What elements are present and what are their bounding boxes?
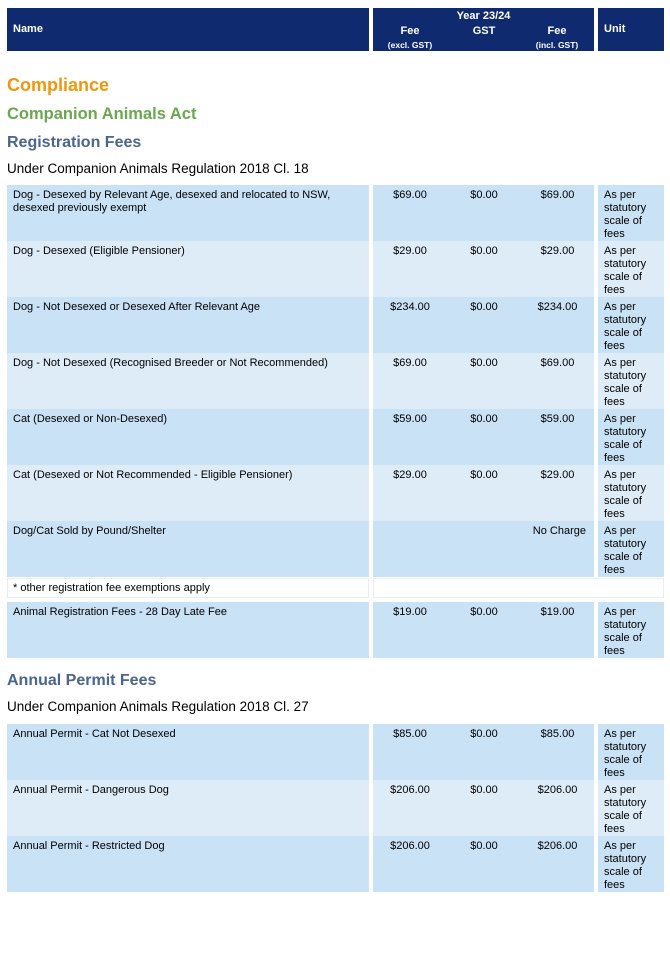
row-unit: As per statutory scale of fees: [598, 185, 664, 241]
row-unit: As per statutory scale of fees: [598, 724, 664, 780]
row-name: Dog - Desexed (Eligible Pensioner): [7, 241, 369, 297]
row-name: Dog - Desexed by Relevant Age, desexed and relocated to NSW, desexed previously exempt: [7, 185, 369, 241]
row-unit: As per statutory scale of fees: [598, 465, 664, 521]
header-name-label: Name: [13, 23, 43, 35]
row-fee: $69.00: [373, 353, 447, 409]
row-unit: As per statutory scale of fees: [598, 297, 664, 353]
header-unit-cell: [598, 8, 664, 51]
heading-annual-permit-fees: Annual Permit Fees: [7, 672, 157, 689]
row-unit: As per statutory scale of fees: [598, 602, 664, 658]
exemptions-note-row: [7, 578, 664, 598]
row-gst: $0.00: [447, 465, 521, 521]
exemptions-note: * other registration fee exemptions apply: [7, 578, 369, 598]
row-fee-incl: $206.00: [521, 836, 594, 892]
row-gst: $0.00: [447, 353, 521, 409]
row-name: Dog/Cat Sold by Pound/Shelter: [7, 521, 369, 577]
table-row: [7, 780, 664, 836]
header-fee-excl: Fee (excl. GST): [387, 25, 433, 50]
table-row: [7, 241, 664, 297]
row-fee-incl: $69.00: [521, 185, 594, 241]
row-gst: $0.00: [447, 602, 521, 658]
table-row: [7, 836, 664, 892]
table-row: [7, 409, 664, 465]
row-fee-incl: $85.00: [521, 724, 594, 780]
row-unit: As per statutory scale of fees: [598, 409, 664, 465]
heading-compliance: Compliance: [7, 75, 110, 95]
row-fee: $29.00: [373, 241, 447, 297]
header-year-cell: [373, 8, 594, 51]
row-name: Annual Permit - Restricted Dog: [7, 836, 369, 892]
header-gst: GST: [472, 25, 496, 37]
row-gst: $0.00: [447, 780, 521, 836]
row-gst: $0.00: [447, 409, 521, 465]
permit-fees-table: [7, 724, 664, 892]
row-unit: As per statutory scale of fees: [598, 521, 664, 577]
table-row: [7, 602, 664, 658]
row-name: Cat (Desexed or Non-Desexed): [7, 409, 369, 465]
row-gst: $0.00: [447, 185, 521, 241]
table-row: [7, 465, 664, 521]
row-gst: $0.00: [447, 297, 521, 353]
row-fee: $85.00: [373, 724, 447, 780]
table-row: [7, 297, 664, 353]
row-fee: $206.00: [373, 780, 447, 836]
header-name-cell: [7, 8, 369, 51]
row-fee-incl: $29.00: [521, 241, 594, 297]
late-fee-table: [7, 602, 664, 658]
row-gst: $0.00: [447, 724, 521, 780]
row-name: Annual Permit - Dangerous Dog: [7, 780, 369, 836]
row-fee: $234.00: [373, 297, 447, 353]
row-gst: $0.00: [447, 241, 521, 297]
header-year-label: Year 23/24: [456, 10, 511, 22]
regulation-permit: Under Companion Animals Regulation 2018 Cl. 27: [7, 699, 309, 714]
row-fee-incl: $234.00: [521, 297, 594, 353]
table-row: [7, 353, 664, 409]
row-fee-incl: $69.00: [521, 353, 594, 409]
row-no-charge: No Charge: [373, 521, 594, 577]
row-fee-incl: $206.00: [521, 780, 594, 836]
row-name: Animal Registration Fees - 28 Day Late Fee: [7, 602, 369, 658]
regulation-registration: Under Companion Animals Regulation 2018 Cl. 18: [7, 161, 309, 176]
header-fee-incl: Fee (incl. GST): [535, 25, 579, 50]
registration-fees-table: [7, 185, 664, 577]
note-empty-cell: [373, 578, 664, 598]
heading-act: Companion Animals Act: [7, 105, 197, 123]
row-gst: $0.00: [447, 836, 521, 892]
heading-registration-fees: Registration Fees: [7, 134, 142, 151]
table-row: [7, 521, 664, 577]
row-unit: As per statutory scale of fees: [598, 241, 664, 297]
row-fee-incl: $59.00: [521, 409, 594, 465]
row-name: Cat (Desexed or Not Recommended - Eligible Pensioner): [7, 465, 369, 521]
row-fee: $69.00: [373, 185, 447, 241]
row-unit: As per statutory scale of fees: [598, 780, 664, 836]
row-fee-incl: $19.00: [521, 602, 594, 658]
row-name: Dog - Not Desexed (Recognised Breeder or Not Recommended): [7, 353, 369, 409]
header-unit-label: Unit: [604, 23, 626, 35]
row-name: Dog - Not Desexed or Desexed After Relevant Age: [7, 297, 369, 353]
row-unit: As per statutory scale of fees: [598, 836, 664, 892]
table-row: [7, 185, 664, 241]
row-fee: $19.00: [373, 602, 447, 658]
row-fee: $29.00: [373, 465, 447, 521]
row-name: Annual Permit - Cat Not Desexed: [7, 724, 369, 780]
table-row: [7, 724, 664, 780]
row-fee-incl: $29.00: [521, 465, 594, 521]
row-unit: As per statutory scale of fees: [598, 353, 664, 409]
row-fee: $206.00: [373, 836, 447, 892]
row-fee: $59.00: [373, 409, 447, 465]
